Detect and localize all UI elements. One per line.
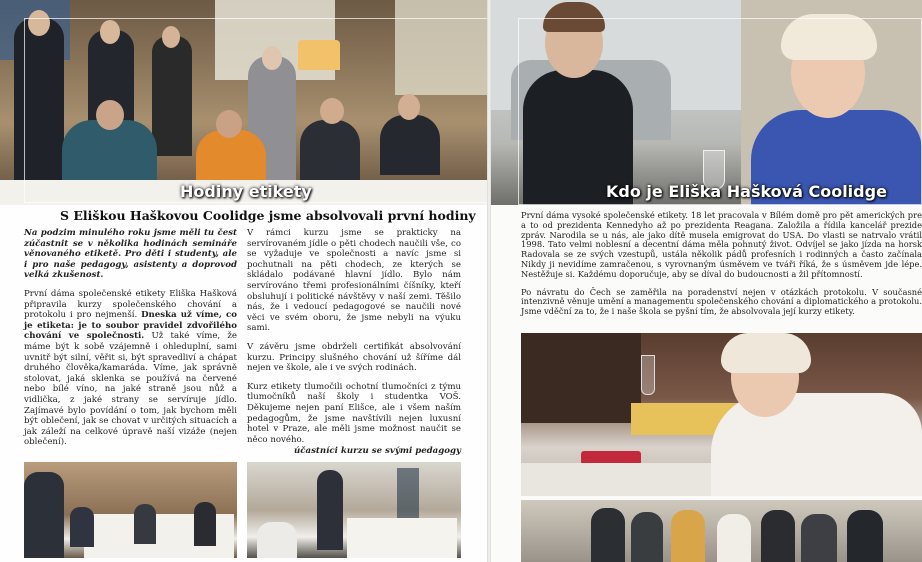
article-column-1 [24,228,237,456]
col2-paragraph-3: Kurz etikety tlumočili ochotní tlumočníci z týmu tlumočníků naší školy i studentka VOŠ. Děkujeme nejen paní Elišce, ale i všem naším pedagogům, že jsme navštívili nejen luxusní hotel v Praze, ale měli jsme možnost naučit se něco nového. [247,381,461,445]
bio-column [521,211,922,325]
col2-paragraph-2: V závěru jsme obdrželi certifikát absolvování kurzu. Principy slušného chování už šíříme dál nejen ve škole, ale i ve svých rodinách. [247,341,461,374]
left-photo-title: Hodiny etikety [180,182,312,201]
restaurant-group-photo [0,0,488,205]
article-signature: účastníci kurzu se svými pedagogy [294,446,461,457]
article-headline: S Eliškou Haškovou Coolidge jsme absolvovali první hodiny [60,208,476,223]
article-lead: Na podzim minulého roku jsme měli tu čest zúčastnit se v několika hodinách semináře věnovaného etiketě. Pro děti i studenty, ale i pro naše pedagogy, asistenty a doprovod velká zkušenost. [24,228,237,281]
right-photo-title: Kdo je Eliška Hašková Coolidge [606,182,887,201]
paragraph-2-body: Už také víme, že máme být k sobě vzájemně i ohleduplní, sami uvnitř být silní, věřit si, být spravedliví a chápat druhého člověka/kamaráda. Víme, jak správně stolovat, jaká sklenka se používá na červené nebo bílé víno, na jaké straně jsou nůž a vidlička, z jaké strany se servíruje jídlo. Zajímavé bylo povídání o tom, jak bychom měli být oblečení, jak se chovat v určitých situacích a jak záleží na celkové úpravě naší vizáže (nejen oblečení). [24,331,237,448]
dining-table-photo [247,462,461,558]
elishka-portrait-photo [491,0,922,205]
bio-paragraph-2: Po návratu do Čech se zaměřila na poradenství nejen v otázkách protokolu. V současné intenzivně věnuje umění a managementu společenského chování a diplomatického a protokolu. Jsme vděční za to, že i naše škola se pyšní tím, že absolvovala její kurzy etikety. [521,286,922,317]
article-column-2 [247,228,461,465]
dining-room-photo [24,462,237,558]
group-photo [521,500,922,562]
bio-paragraph-1: První dáma vysoké společenské etikety. 18 let pracovala v Bílém domě pro pět amerických pre a to od prezidenta Kennedyho až po prezidenta Reagana. Založila a řídila kancelář prezide zpráv. Narodila se u nás, ale jako dítě musela emigrovat do USA. Do vlasti se natrvalo vrátil 1998. Tato velmi noblesní a decentní dáma měla pohnutý život. Odvíjel se jako jízda na horsk Radovala se ze svých vzestupů, ustála několik pádů profesních i rodinných a často začínala Nikdy ji nevidíme zamračenou, s vyrovnaným úsměvem ve tváři říká, že s úsměvem jde lépe. Nestěžuje si. Každému doporučuje, aby se díval do budoucnosti a žil přítomností. [521,210,922,279]
article-paragraph-2 [24,289,237,448]
paragraph-2-intro: První dáma společenské etikety Eliška Hašková připravila kurzy společenského chování a protokolu i pro nejmenší. [24,288,237,321]
col2-paragraph-1: V rámci kurzu jsme se prakticky na servírovaném jídle o pěti chodech naučili vše, co se vyžaduje ve společnosti a navíc jsme si pochutnali na pěti chodech, ze kterých se skládalo podávané hlavní jídlo. Bylo nám servírováno třemi profesionálními číšníky, kteří obsluhují i politické návštěvy v naší zemi. Těšilo nás, že i vedoucí pedagogové se naučili nové věci ve svém oboru, že jsme nebyli na výuku sami. [247,228,461,334]
signing-certificate-photo [521,333,922,496]
paragraph-2-bold: Dneska už víme, co je etiketa: je to soubor pravidel zdvořilého chování ve společnosti. [24,310,237,342]
